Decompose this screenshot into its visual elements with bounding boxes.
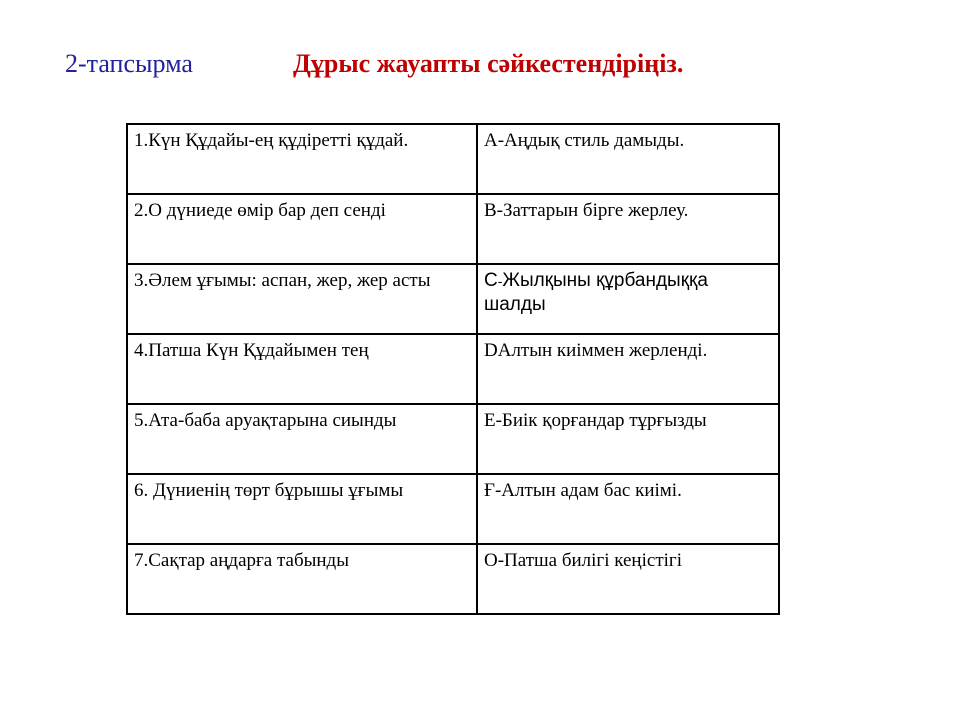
statement-cell: 4.Патша Күн Құдайымен тең bbox=[127, 334, 477, 404]
table-row bbox=[127, 194, 779, 264]
answer-cell: О-Патша билігі кеңістігі bbox=[477, 544, 779, 614]
answer-cell: DАлтын киіммен жерленді. bbox=[477, 334, 779, 404]
statement-cell: 5.Ата-баба аруақтарына сиынды bbox=[127, 404, 477, 474]
statement-cell: 2.О дүниеде өмір бар деп сенді bbox=[127, 194, 477, 264]
answer-dash: - bbox=[497, 273, 503, 289]
answer-cell bbox=[477, 264, 779, 334]
table-row bbox=[127, 124, 779, 194]
answer-cell: В-Заттарын бірге жерлеу. bbox=[477, 194, 779, 264]
statement-cell: 1.Күн Құдайы-ең құдіретті құдай. bbox=[127, 124, 477, 194]
table-row bbox=[127, 544, 779, 614]
table-row bbox=[127, 474, 779, 544]
statement-cell: 6. Дүниенің төрт бұрышы ұғымы bbox=[127, 474, 477, 544]
answer-text: Жылқыны құрбандыққа шалды bbox=[484, 270, 708, 315]
table-row bbox=[127, 264, 779, 334]
statement-cell: 3.Әлем ұғымы: аспан, жер, жер асты bbox=[127, 264, 477, 334]
answer-cell: Е-Биік қорғандар тұрғызды bbox=[477, 404, 779, 474]
statement-cell: 7.Сақтар аңдарға табынды bbox=[127, 544, 477, 614]
answer-letter: С bbox=[484, 270, 498, 291]
answer-cell: Ғ-Алтын адам бас киімі. bbox=[477, 474, 779, 544]
table-row bbox=[127, 334, 779, 404]
table-row bbox=[127, 404, 779, 474]
task-label: 2-тапсырма bbox=[65, 49, 193, 78]
matching-table bbox=[126, 123, 780, 615]
slide-heading: Дұрыс жауапты сәйкестендіріңіз. bbox=[293, 49, 684, 78]
answer-cell: А-Аңдық стиль дамыды. bbox=[477, 124, 779, 194]
